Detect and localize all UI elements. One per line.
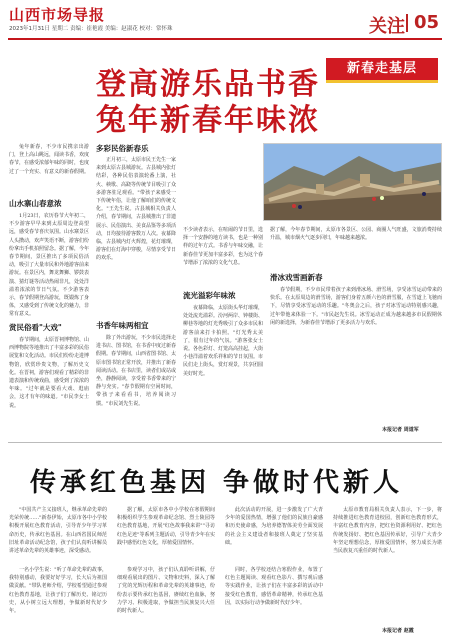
- page-number: 05: [414, 12, 440, 33]
- column-badge-underline: [326, 80, 438, 83]
- great-wall-photo: [263, 143, 442, 221]
- article1-lead: 兔年新春，不少市民携亲出游门，登上高山眺远，闻读书香，欢度春节，在感受浓郁年味的同时，也度过了一个充实、有意义的新春假期。: [9, 144, 89, 175]
- article1-col4b-text: 春节假期，不少市民带着孩子来到滑冰场、滑雪场，享受冰雪运动带来的快乐。在太原周边的滑雪场，游客们身着五颜六色的滑雪服，在雪道上飞驰而下，尽情享受冰雪运动的乐趣。"冬奥会之后，孩子对冰雪运动特别感兴趣，过年带他来体验一下。"市民赵先生说。冰雪运动正成为越来越多市民假期休闲的新选择，为新春佳节增添了更多活力与欢乐。: [270, 287, 442, 326]
- article2-col1-text: "中国共产主义接班人，继承革命先辈的光荣传统……"新春伊始，太原市各中小学校积极开展红色教育活动，引导青少年学习革命历史，传承红色基因。在山西省国民师范旧址革命活动纪念馆，孩子们认真听讲解员讲述革命先辈的英雄事迹，深受感动。: [9, 507, 107, 555]
- article1-headline-line2: 兔年新春年味浓: [96, 103, 320, 138]
- subhead-4: 书香年味两相宜: [96, 321, 149, 330]
- article2-col4-text: 太原市教育局相关负责人表示，下一步，将持续推进红色教育进校园，创新红色教育形式，丰富红色教育内容，把红色资源利用好、把红色传统发扬好、把红色基因传承好，引导广大青少年坚定理想信念，厚植爱国情怀，努力成长为堪当民族复兴重任的时代新人。: [333, 507, 442, 555]
- article1-headline-line1: 登高游乐品书香: [96, 67, 320, 102]
- article1-col1-text: 1月23日，农历春节大年初二，不少游客早早来到太原周边登高望远，感受春节喜庆氛围。山水寨景区人头攒动，欢声笑语不断，游客们纷纷拿出手机拍照留念。据了解，今年春节期间，景区推出了多项民俗活动，吸引了大量市民和外地游客前来游玩。在景区内，舞龙舞狮、锣鼓表演、猜灯谜等活动热闹非凡，处处洋溢着浓浓的节日气氛。不少游客表示，春节假期登高游玩，既锻炼了身体，又感受到了传统文化的魅力，非常有意义。: [9, 213, 89, 317]
- article1-signature: 本报记者 周道军: [382, 427, 419, 433]
- article2-col2b-text: 参观学习中，孩子们认真聆听讲解，仔细观看展出的图片、文物和史料，深入了解了党的光辉历程和革命先辈的英雄事迹，纷纷表示要传承红色基因，赓续红色血脉，努力学习、积极进取，争做担当民族复兴大任的时代新人。: [117, 567, 215, 615]
- photo-illustration: [264, 144, 442, 221]
- masthead-rule: [8, 38, 442, 40]
- article1-col4-text: 据了解，今年春节期间，太原市各景区、公园、商圈人气旺盛，文旅消费持续升温，城市烟火气逐步回归，年味越来越浓。: [270, 227, 442, 242]
- masthead-divider: [406, 14, 408, 32]
- subhead-5: 流光溢彩年味浓: [183, 291, 236, 300]
- issue-info: 2023年1月31日 星期二 责编：崔艳霞 美编：赵淑花 校对：常怀珠: [9, 26, 173, 32]
- article1-col3-text: 不少读者表示，在喧闹的节日里，选择一个安静的地方读书，也是一种别样的过年方式。书香与年味交融，让新春佳节更加丰富多彩，也为这个春节增添了浓浓的文化气息。: [183, 227, 263, 266]
- article2-headline: 传承红色基因 争做时代新人: [30, 468, 404, 498]
- subhead-3: 多彩民俗新春乐: [96, 144, 149, 153]
- section-title: 关注: [369, 16, 405, 37]
- article2-col2-text: 据了解，太原市各中小学校在寒假期间积极组织学生参观革命纪念馆、烈士陵园等红色教育基地，开展"红色故事我来讲""寻访红色足迹"等系列主题活动，引导青少年在实践中感悟红色文化，厚植爱国情怀。: [117, 507, 215, 546]
- article1-col2b-text: 除了外出游玩，不少市民选择走进书店、图书馆，在书香中度过新春假期。春节期间，山西省图书馆、太原市图书馆正常开放，并推出了新春阅读活动。在书店里，读者们或站或坐，静静阅读，享受着书香带来的宁静与充实。"春节假期有空闲时间，带孩子来看看书，培养阅读习惯。"市民刘先生说。: [96, 335, 176, 407]
- article2-col1b-text: 一名小学生说："听了革命先辈的故事，我特别感动，我要好好学习，长大后为祖国做贡献。"带队老师介绍，学校希望通过参观红色教育基地，让孩子们了解历史、铭记历史，从小树立远大理想，争做新时代好少年。: [9, 567, 107, 615]
- subhead-1: 山水寨山春意浓: [9, 199, 62, 208]
- article1-col1b-text: 春节期间，太原晋祠博物馆、山西博物院等地推出了丰富多彩的民俗展览和文化活动。市民们纷纷走进博物馆，欣赏珍贵文物，了解历史文化。在晋祠，游客们观看了精彩的非遗表演和传统戏曲，感受到了浓浓的年味。"过年就是要看大戏、逛庙会，这才有年的味道。"市民李女士说。: [9, 337, 89, 409]
- subhead-2: 赏民俗看"大戏": [9, 323, 62, 332]
- article1-col2-text: 正月初三，太原市民王先生一家来到太原古县城游玩。古县城内张灯结彩，各种民俗表演轮番上演，社火、秧歌、高跷等传统节目吸引了众多游客驻足观看。"带孩子来感受一下传统年俗，让他了解咱们的传统文化。"王先生说。古县城相关负责人介绍，春节期间，古县城推出了非遗展示、民俗演出、美食品鉴等多项活动，日均接待游客数万人次。夜幕降临，古县城内灯火辉煌，花灯璀璨，游客们在灯海中穿梭，尽情享受节日的欢乐。: [96, 157, 176, 262]
- subhead-6: 滑冰戏雪画新春: [270, 273, 323, 282]
- article2-col3b-text: 同时，各学校还结合寒假作业，布置了红色主题阅读、观看红色影片、撰写观后感等实践作业，让孩子们在丰富多彩的活动中接受红色教育，感悟革命精神，传承红色基因，以实际行动争做新时代好少年。: [225, 567, 323, 606]
- article1-col3b-text: 夜幕降临，太原街头华灯璀璨，处处流光溢彩。汾河两岸、钟楼街、柳巷等地的灯光秀吸引了众多市民和游客前来打卡拍照。"灯光秀太美了，很有过年的气氛。"游客张女士说。各色彩灯、灯笼高高挂起，大街小巷洋溢着欢乐祥和的节日氛围。市民们走上街头，赏灯观景，共享团圆美好时光。: [183, 305, 263, 377]
- article-divider: [8, 442, 442, 443]
- masthead: [0, 0, 450, 44]
- column-badge: 新春走基层: [326, 58, 438, 80]
- article2-signature: 本报记者 赵霞: [382, 628, 414, 634]
- newspaper-name: 山西市场导报: [9, 6, 106, 24]
- article2-col3-text: 此次活动的开展，进一步激发了广大青少年的爱国热情，增强了他们的民族自豪感和历史使命感，为培养德智体美劳全面发展的社会主义建设者和接班人奠定了坚实基础。: [225, 507, 323, 546]
